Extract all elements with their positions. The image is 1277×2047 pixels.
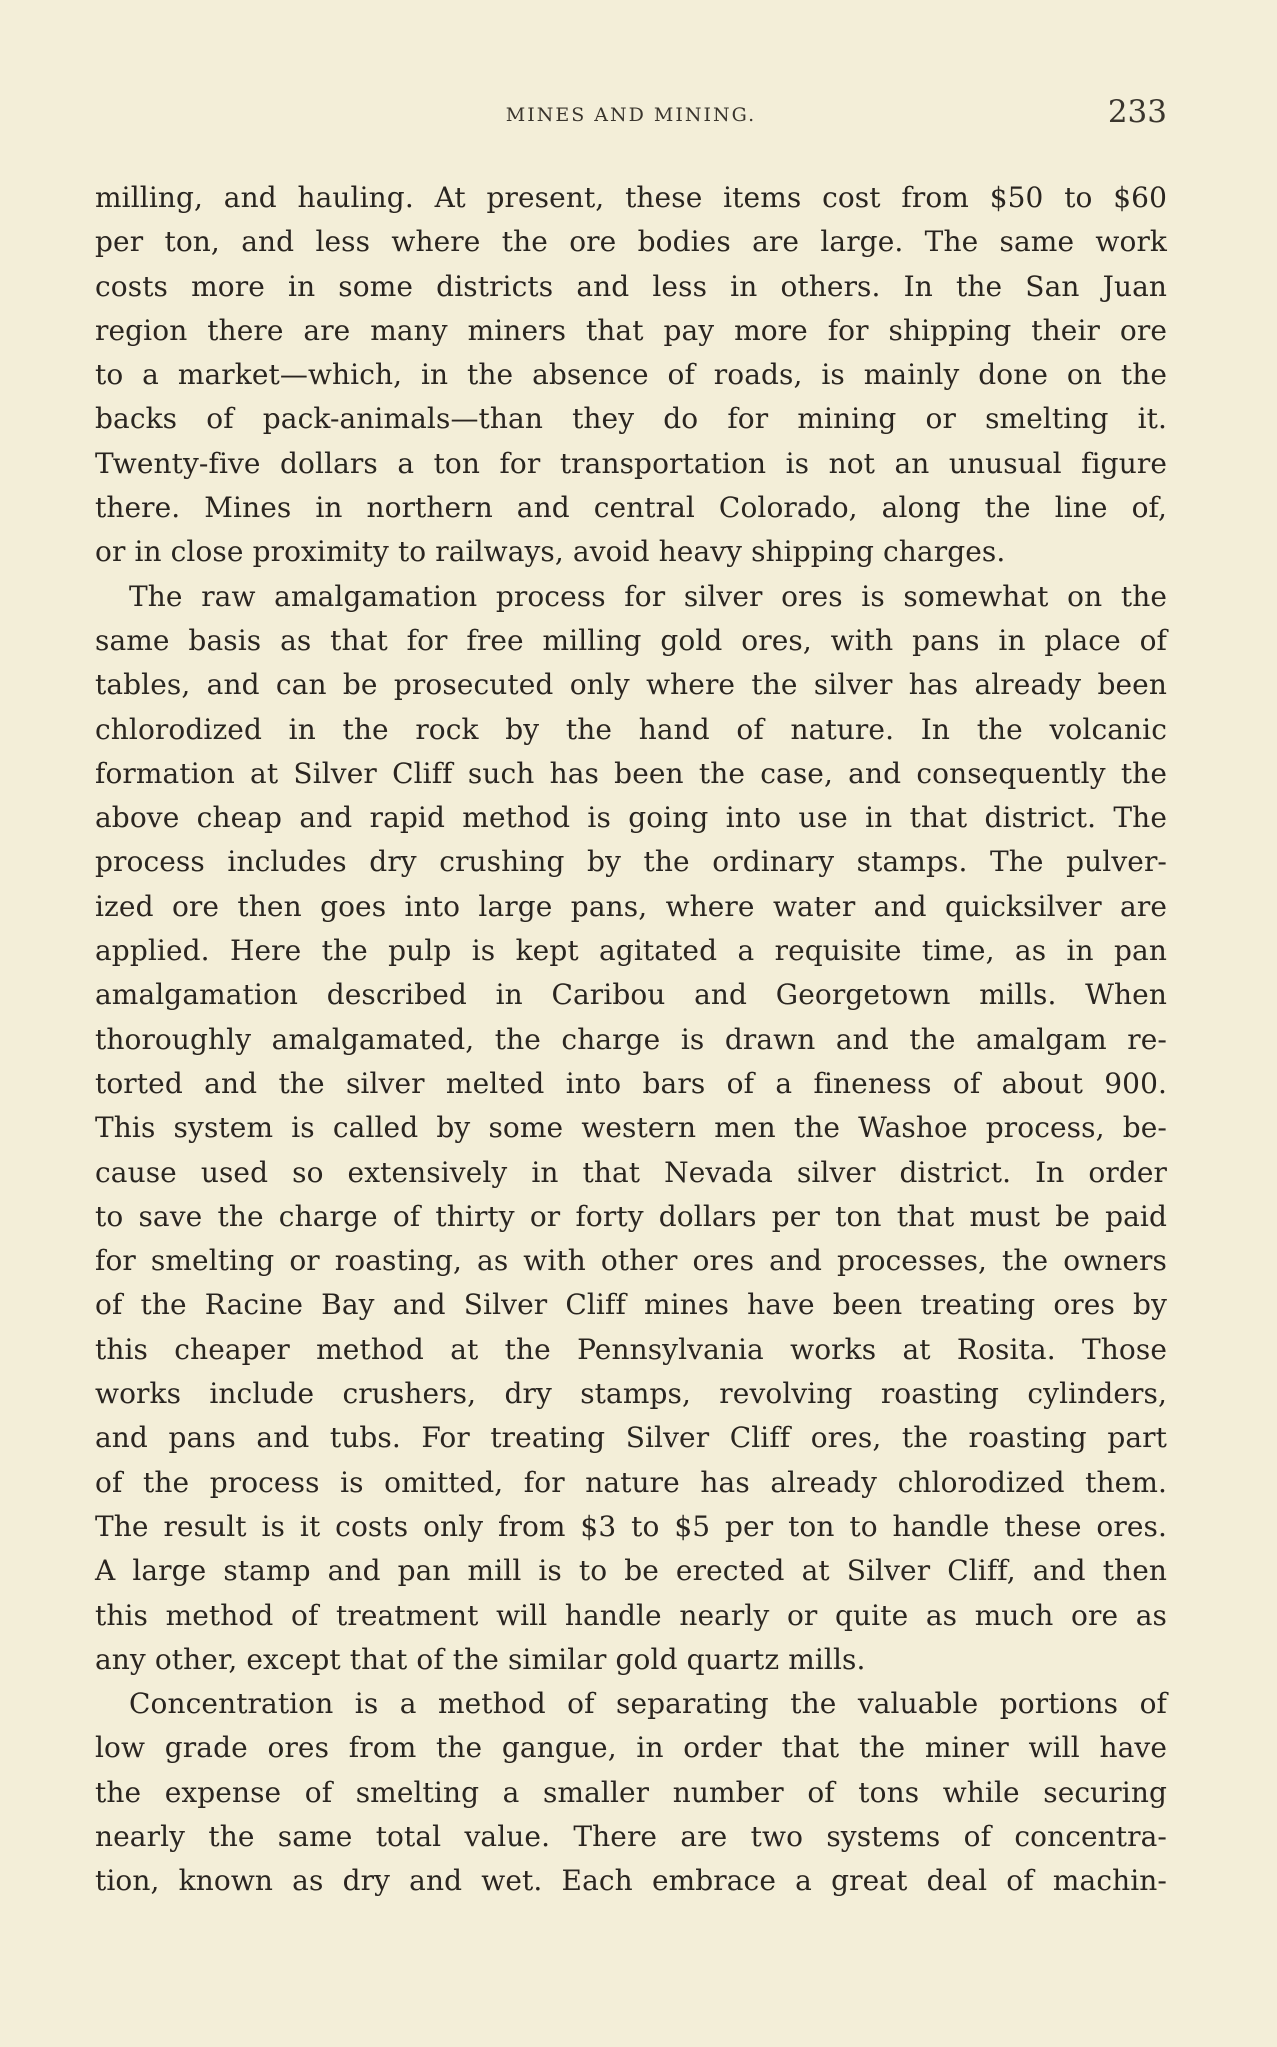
text-line: The raw amalgamation process for silver ores is somewhat on the [129, 579, 1167, 613]
text-line: ized ore then goes into large pans, where water and quicksilver are [95, 889, 1167, 923]
text-line: tables, and can be prosecuted only where the silver has already been [95, 668, 1167, 702]
text-line: region there are many miners that pay more for shipping their ore [95, 313, 1167, 347]
text-line: for smelting or roasting, as with other ores and processes, the owners [95, 1244, 1167, 1278]
text-line: to save the charge of thirty or forty dollars per ton that must be paid [95, 1199, 1167, 1233]
page-header [95, 94, 1167, 134]
text-line: torted and the silver melted into bars of a fineness of about 900. [95, 1066, 1167, 1100]
text-line: Concentration is a method of separating the valuable portions of [129, 1687, 1167, 1721]
text-line: The result is it costs only from $3 to $5 per ton to handle these ores. [95, 1509, 1167, 1543]
text-line: milling, and hauling. At present, these items cost from $50 to $60 [95, 181, 1167, 214]
text-line: This system is called by some western men the Washoe process, be- [95, 1111, 1167, 1145]
text-line: costs more in some districts and less in others. In the San Juan [95, 269, 1167, 303]
text-line: formation at Silver Cliff such has been the case, and consequently the [95, 756, 1167, 790]
text-line: this method of treatment will handle nearly or quite as much ore as [95, 1598, 1167, 1632]
text-line: amalgamation described in Caribou and Georgetown mills. When [95, 978, 1167, 1012]
text-line: of the process is omitted, for nature has already chlorodized them. [95, 1465, 1167, 1499]
text-line: cause used so extensively in that Nevada silver district. In order [95, 1155, 1167, 1189]
text-line: this cheaper method at the Pennsylvania works at Rosita. Those [95, 1332, 1167, 1366]
text-line: tion, known as dry and wet. Each embrace a great deal of machin- [95, 1864, 1167, 1898]
text-line: nearly the same total value. There are two systems of concentra- [95, 1819, 1167, 1853]
text-line: or in close proximity to railways, avoid heavy shipping charges. [95, 535, 1006, 569]
text-line: Twenty-five dollars a ton for transportation is not an unusual figure [95, 446, 1167, 480]
text-line: backs of pack-animals—than they do for mining or smelting it. [95, 402, 1167, 436]
text-line: the expense of smelting a smaller number of tons while securing [95, 1775, 1167, 1809]
text-line: per ton, and less where the ore bodies are large. The same work [95, 225, 1167, 259]
text-line: A large stamp and pan mill is to be erected at Silver Cliff, and then [95, 1554, 1167, 1588]
text-line: any other, except that of the similar gold quartz mills. [95, 1642, 866, 1676]
body-text [95, 176, 1167, 1904]
running-head: MINES AND MINING. [505, 104, 757, 126]
text-line: above cheap and rapid method is going into use in that district. The [95, 801, 1167, 835]
page-number: 233 [1107, 94, 1167, 130]
text-line: thoroughly amalgamated, the charge is drawn and the amalgam re- [95, 1022, 1167, 1056]
text-line: process includes dry crushing by the ordinary stamps. The pulver- [95, 845, 1167, 879]
text-line: applied. Here the pulp is kept agitated a requisite time, as in pan [95, 934, 1167, 968]
text-line: of the Racine Bay and Silver Cliff mines have been treating ores by [95, 1288, 1167, 1322]
text-line: works include crushers, dry stamps, revolving roasting cylinders, [95, 1377, 1167, 1411]
text-line: and pans and tubs. For treating Silver Cliff ores, the roasting part [95, 1421, 1167, 1455]
text-line: low grade ores from the gangue, in order that the miner will have [95, 1731, 1167, 1765]
text-line: chlorodized in the rock by the hand of nature. In the volcanic [95, 712, 1167, 746]
text-line: to a market—which, in the absence of roads, is mainly done on the [95, 358, 1167, 392]
text-line: there. Mines in northern and central Colorado, along the line of, [95, 491, 1167, 525]
text-line: same basis as that for free milling gold ores, with pans in place of [95, 623, 1167, 657]
